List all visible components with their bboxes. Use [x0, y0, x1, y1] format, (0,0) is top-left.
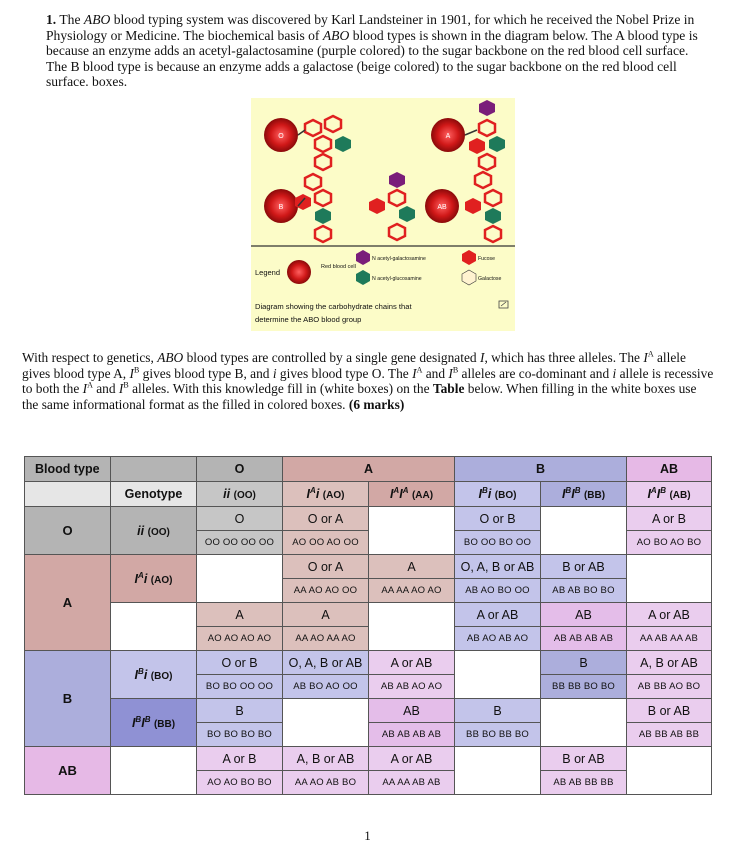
- intro-paragraph: 1. The ABO blood typing system was discovered by Karl Landsteiner in 1901, for which he received the Nobel Prize in Physiology or Medicine. The biochemical basis of ABO blood types is shown in the diagram below. The A blood type is because an enzyme adds an acetyl-galactosamine (purple colored) to the sugar backbone on the red blood cell surface. The B blood type is because an enzyme adds a galactose (beige colored) to the sugar backbone on the red blood cell surface. boxes.: [46, 12, 698, 90]
- fucose-icon: [462, 250, 476, 265]
- col-genotype-oo: ii (OO): [197, 482, 283, 507]
- n-acetyl-galactosamine-icon: [356, 250, 370, 265]
- cell-label: O: [278, 133, 284, 140]
- col-genotype-ab: $I^AI^B$ (AB): [627, 482, 712, 507]
- cell-genotypes: AB AB BO BO: [541, 579, 627, 603]
- cell-phenotype: O or A: [283, 507, 369, 531]
- answer-box[interactable]: [283, 699, 369, 747]
- cell-phenotype: O or A: [283, 555, 369, 579]
- answer-box[interactable]: [111, 603, 197, 651]
- legend-item: Galactose: [478, 276, 502, 282]
- cell-genotypes: AO OO AO OO: [283, 531, 369, 555]
- cell-phenotype: A, B or AB: [627, 651, 712, 675]
- col-group-o: O: [197, 457, 283, 482]
- cell-genotypes: BO BO BO BO: [197, 723, 283, 747]
- row-group-o: O: [25, 507, 111, 555]
- legend-item: N acetyl-glucosamine: [372, 276, 422, 282]
- cell-phenotype: O, A, B or AB: [283, 651, 369, 675]
- cell-genotypes: AB AO AB AO: [455, 627, 541, 651]
- cell-genotypes: AO BO AO BO: [627, 531, 712, 555]
- enlarge-icon[interactable]: [499, 301, 508, 308]
- cell-phenotype: A or B: [197, 747, 283, 771]
- cell-genotypes: AA AA AO AO: [369, 579, 455, 603]
- cell-phenotype: A or AB: [369, 651, 455, 675]
- cell-phenotype: A or AB: [369, 747, 455, 771]
- cell-genotypes: AB AB BB BB: [541, 771, 627, 795]
- row-group-ab: AB: [25, 747, 111, 795]
- row-genotype-ao: $I^Ai$ (AO): [111, 555, 197, 603]
- cell-genotypes: AB AB AO AO: [369, 675, 455, 699]
- cell-genotypes: AA AO AB BO: [283, 771, 369, 795]
- cell-phenotype: A: [197, 603, 283, 627]
- row-group-b: B: [25, 651, 111, 747]
- answer-box[interactable]: [455, 651, 541, 699]
- answer-box[interactable]: [369, 603, 455, 651]
- cell-phenotype: AB: [541, 603, 627, 627]
- cell-phenotype: A or B: [627, 507, 712, 531]
- cell-genotypes: OO OO OO OO: [197, 531, 283, 555]
- col-genotype-aa: $I^AI^A$ (AA): [369, 482, 455, 507]
- col-genotype-bo: $I^Bi$ (BO): [455, 482, 541, 507]
- row-group-a: A: [25, 555, 111, 651]
- col-genotype-bb: $I^BI^B$ (BB): [541, 482, 627, 507]
- cell-genotypes: AA AB AA AB: [627, 627, 712, 651]
- cell-phenotype: B or AB: [627, 699, 712, 723]
- cell-phenotype: B or AB: [541, 555, 627, 579]
- cell-phenotype: B: [541, 651, 627, 675]
- row-genotype-oo: ii (OO): [111, 507, 197, 555]
- cell-genotypes: AO AO BO BO: [197, 771, 283, 795]
- cell-phenotype: A or AB: [627, 603, 712, 627]
- cell-genotypes: AA AO AO OO: [283, 579, 369, 603]
- answer-box[interactable]: [197, 555, 283, 603]
- cell-genotypes: BB BB BO BO: [541, 675, 627, 699]
- answer-box[interactable]: [541, 699, 627, 747]
- col-genotype-ao: $I^Ai$ (AO): [283, 482, 369, 507]
- cell-o-group: [264, 116, 351, 170]
- cell-label: AB: [437, 204, 447, 211]
- red-blood-cell-icon: [287, 260, 311, 284]
- cell-genotypes: AO AO AO AO: [197, 627, 283, 651]
- cell-genotypes: AB AB AB AB: [541, 627, 627, 651]
- cell-phenotype: A: [283, 603, 369, 627]
- cell-genotypes: BO BO OO OO: [197, 675, 283, 699]
- diagram-caption-line2: determine the ABO blood group: [255, 315, 362, 324]
- cell-phenotype: O, A, B or AB: [455, 555, 541, 579]
- row-genotype-bo: $I^Bi$ (BO): [111, 651, 197, 699]
- col-group-ab: AB: [627, 457, 712, 482]
- cell-phenotype: B: [455, 699, 541, 723]
- genetics-paragraph: With respect to genetics, ABO blood types are controlled by a single gene designated I, which has three alleles. The $I^A$ allele gives blood type A, $I^B$ gives blood type B, and i gives blood type O. The $I^A$ and $I^B$ alleles are co-dominant and i allele is recessive to both the $I^A$ and $I^B$ alleles. With this knowledge fill in (white boxes) on the Table below. When filling in the white boxes use the same informational format as the filled in colored boxes. (6 marks): [22, 349, 714, 412]
- legend-item: Fucose: [478, 256, 496, 262]
- cell-phenotype: O or B: [197, 651, 283, 675]
- cell-genotypes: AA AO AA AO: [283, 627, 369, 651]
- cell-phenotype: A or AB: [455, 603, 541, 627]
- cell-phenotype: O: [197, 507, 283, 531]
- cell-genotypes: AB AO BO OO: [455, 579, 541, 603]
- legend-item: N acetyl-galactosamine: [372, 256, 426, 262]
- diagram-caption-line1: Diagram showing the carbohydrate chains that: [255, 302, 412, 311]
- answer-box[interactable]: [627, 747, 712, 795]
- cell-genotypes: AB BB AO BO: [627, 675, 712, 699]
- cell-phenotype: AB: [369, 699, 455, 723]
- cell-genotypes: AB BB AB BB: [627, 723, 712, 747]
- cell-genotypes: AB AB AB AB: [369, 723, 455, 747]
- cell-phenotype: B or AB: [541, 747, 627, 771]
- abo-carbohydrate-diagram: [251, 98, 515, 331]
- cell-genotypes: BB BO BB BO: [455, 723, 541, 747]
- cell-label: B: [278, 204, 284, 211]
- col-group-b: B: [455, 457, 627, 482]
- legend-title: Legend: [255, 268, 281, 277]
- cell-label: A: [445, 133, 451, 140]
- cell-a-group: [431, 100, 505, 170]
- row-genotype-bb: $I^BI^B$ (BB): [111, 699, 197, 747]
- n-acetyl-glucosamine-icon: [356, 270, 370, 285]
- genotype-header: Genotype: [111, 482, 197, 507]
- cell-b-group: [264, 174, 331, 242]
- page-number: 1: [364, 828, 371, 843]
- answer-box[interactable]: [455, 747, 541, 795]
- cell-phenotype: O or B: [455, 507, 541, 531]
- cell-ab-group: [369, 172, 501, 242]
- question-number: 1.: [46, 12, 57, 27]
- cell-phenotype: B: [197, 699, 283, 723]
- answer-box[interactable]: [369, 507, 455, 555]
- cell-genotypes: BO OO BO OO: [455, 531, 541, 555]
- col-group-a: A: [283, 457, 455, 482]
- galactose-icon: [462, 270, 476, 285]
- cell-genotypes: AA AA AB AB: [369, 771, 455, 795]
- cell-genotypes: AB BO AO OO: [283, 675, 369, 699]
- cell-phenotype: A, B or AB: [283, 747, 369, 771]
- abo-punnett-table: [24, 456, 712, 795]
- legend-rbc-label: Red blood cell: [321, 264, 356, 270]
- answer-box[interactable]: [111, 747, 197, 795]
- blood-type-header: Blood type: [25, 457, 111, 482]
- answer-box[interactable]: [627, 555, 712, 603]
- answer-box[interactable]: [541, 507, 627, 555]
- cell-phenotype: A: [369, 555, 455, 579]
